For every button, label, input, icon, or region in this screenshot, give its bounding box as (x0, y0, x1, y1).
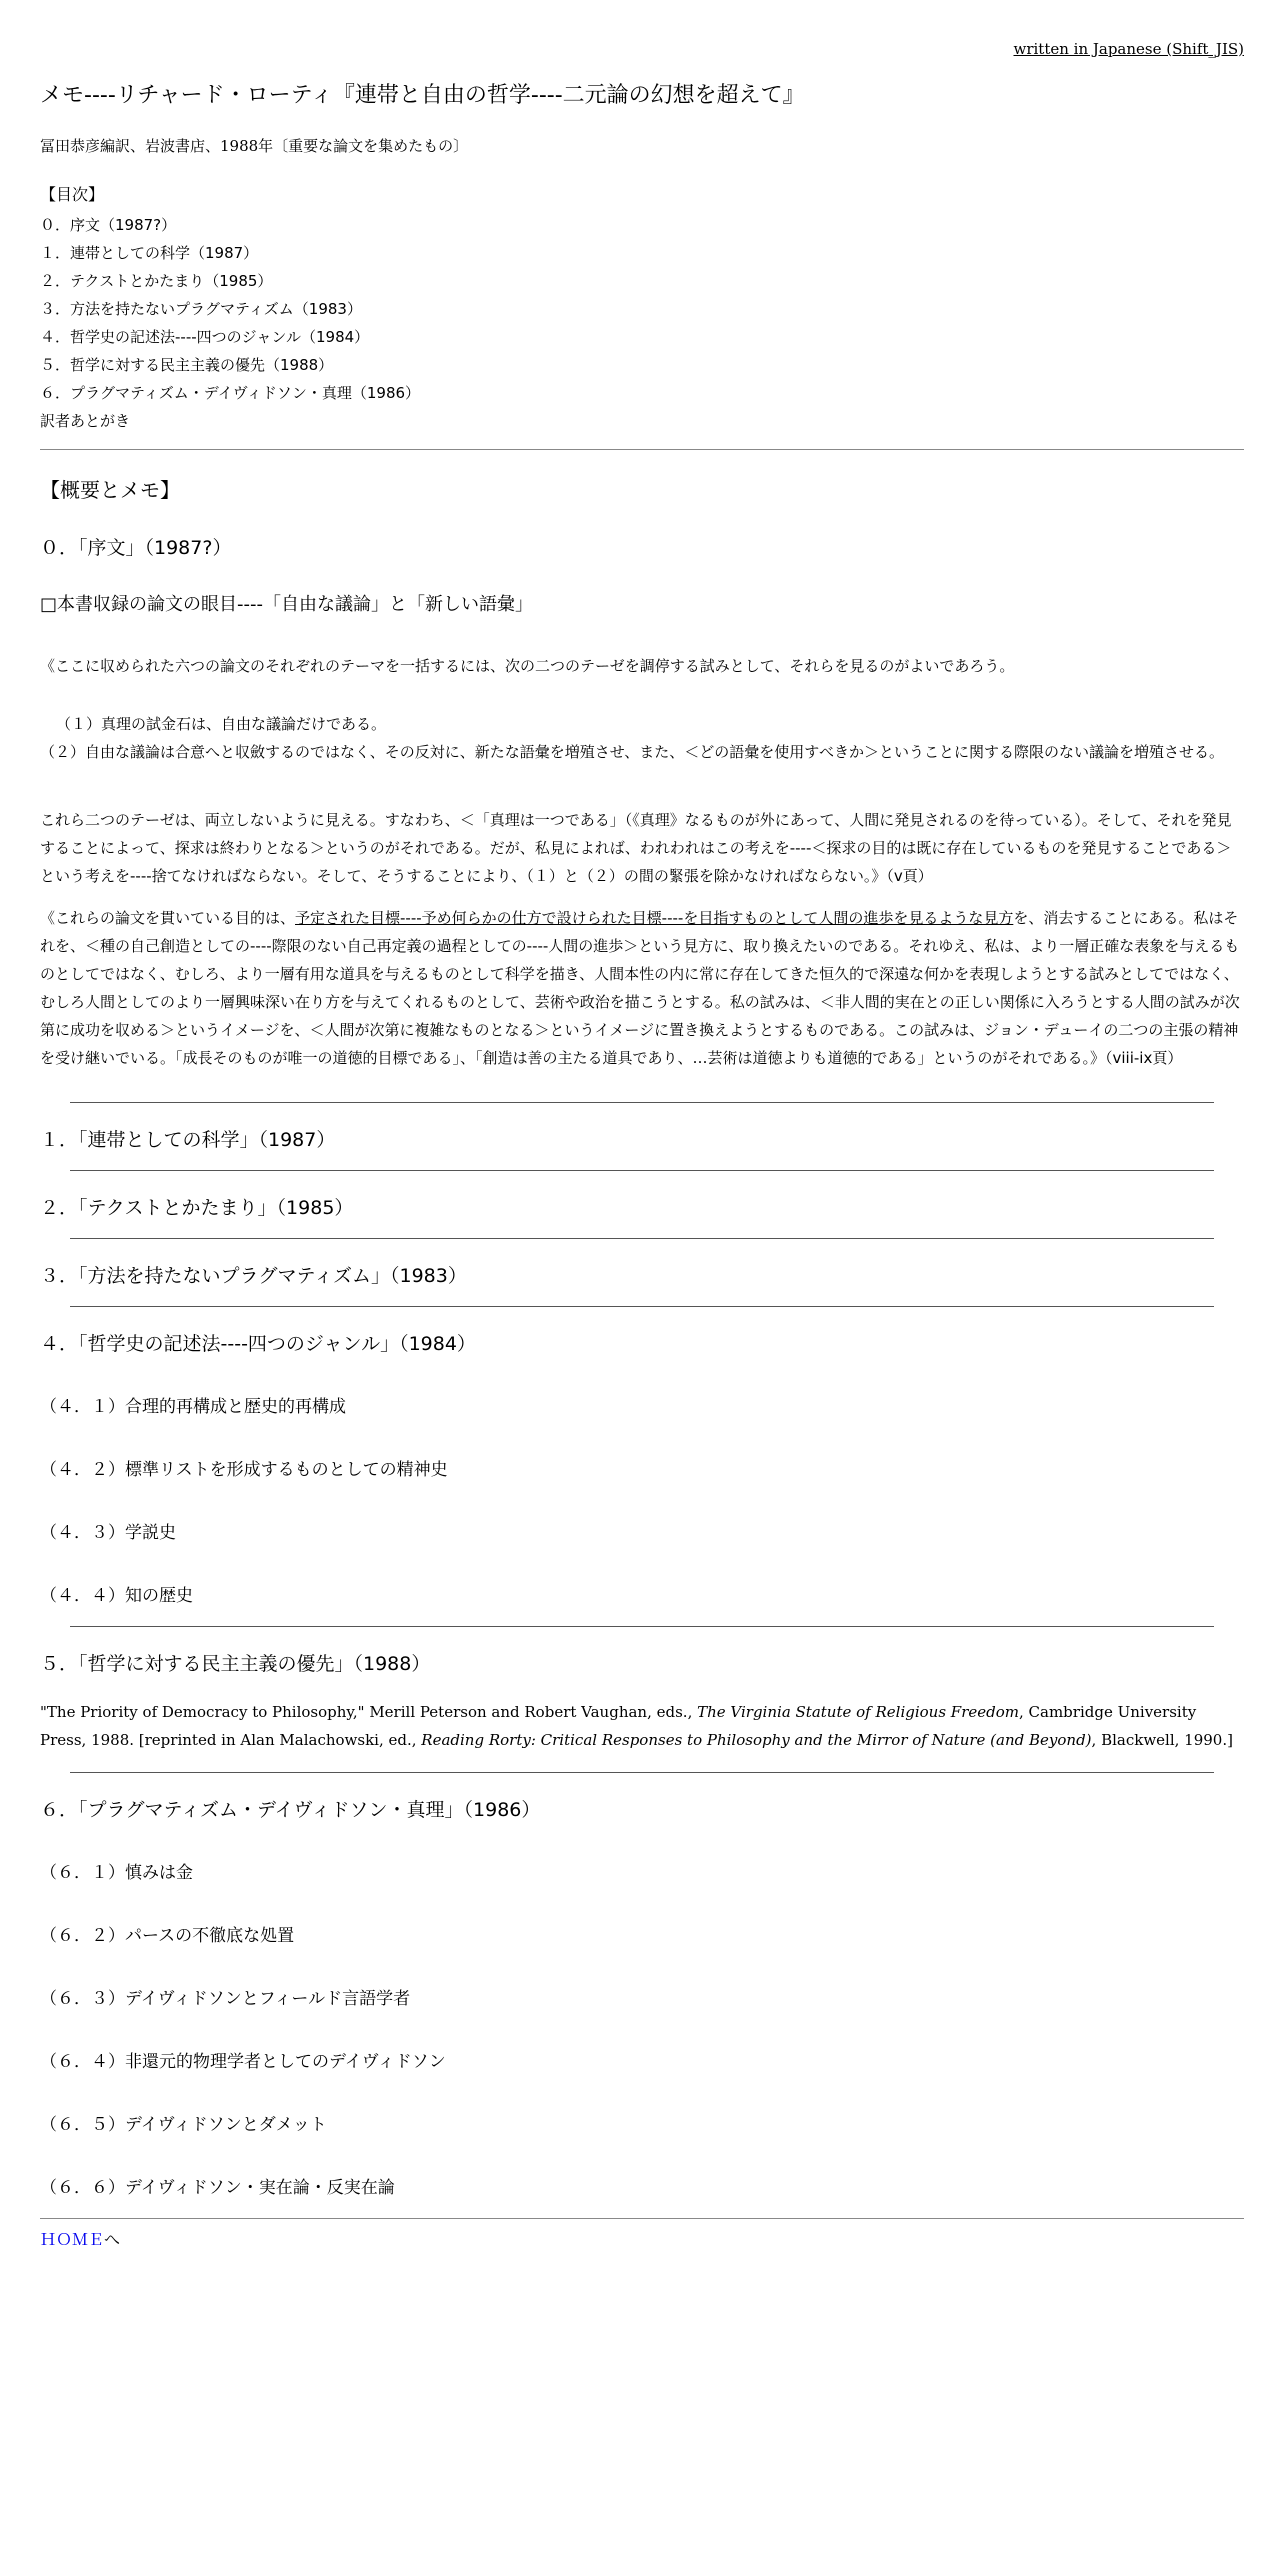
overview-heading: 【概要とメモ】 (40, 478, 180, 502)
quote-paragraph-2: これら二つのテーゼは、両立しないように見える。すなわち、＜「真理は一つである」（《真理》なるものが外にあって、人間に発見されるのを待っている）。そして、それを発見することによって、探求は終わりとなる＞というのがそれである。だが、私見によれば、われわれはこの考えを----＜探求の目的は既に存在しているものを発見することである＞という考えを----捨てなければならない。そして、そうすることにより、（１）と（２）の間の緊張を除かなければならない。》（v頁） (40, 811, 1232, 885)
section-6-3: （６．３）デイヴィドソンとフィールド言語学者 (40, 1989, 411, 2009)
section-4-3: （４．３）学説史 (40, 1523, 176, 1543)
ref-title: The Virginia Statute of Religious Freedom (697, 1703, 1019, 1721)
toc-item: １．連帯としての科学（1987） (40, 244, 259, 262)
section-5-heading: ５．「哲学に対する民主主義の優先」（1988） (40, 1653, 431, 1675)
section-2-heading: ２．「テクストとかたまり」（1985） (40, 1197, 354, 1219)
divider (70, 1306, 1214, 1307)
divider (40, 449, 1244, 450)
divider (70, 1102, 1214, 1103)
section-4-1: （４．１）合理的再構成と歴史的再構成 (40, 1397, 346, 1417)
theses (40, 710, 1244, 766)
toc-item: ６．プラグマティズム・デイヴィドソン・真理（1986） (40, 384, 421, 402)
section-3-heading: ３．「方法を持たないプラグマティズム」（1983） (40, 1265, 467, 1287)
section-6-2: （６．２）パースの不徹底な処置 (40, 1926, 295, 1946)
section-6-1: （６．１）慎みは金 (40, 1863, 193, 1883)
divider (70, 1772, 1214, 1773)
section-0-heading: ０．「序文」（1987?） (40, 537, 232, 559)
ref-part: , Cambridge University Press, 1988. [reprinted in Alan Malachowski, ed., (40, 1703, 1197, 1749)
home-link[interactable]: ＨＯＭＥ (40, 2230, 105, 2249)
quote-3-underlined: 予定された目標----予め何らかの仕方で設けられた目標----を目指すものとして人間の進歩を見るような見方 (295, 909, 1014, 927)
ref-part: , Blackwell, 1990.] (1091, 1731, 1233, 1749)
quote-3-rest: を、消去することにある。私はそれを、＜種の自己創造としての----際限のない自己再定義の過程としての----人間の進歩＞という見方に、取り換えたいのである。それゆえ、私は、より一層正確な表象を与えるものとしてではなく、むしろ、より一層有用な道具を与えるものとして科学を描き、人間本性の内に常に存在してきた恒久的で深遠な何かを表現しようとする試みとしてではなく、むしろ人間としてのより一層興味深い在り方を与えてくれるものとして、芸術や政治を描こうとする。私の試みは、＜非人間的実在との正しい関係に入ろうとする人間の試みが次第に成功を収める＞というイメージを、＜人間が次第に複雑なものとなる＞というイメージに置き換えようとするものである。この試みは、ジョン・デューイの二つの主張の精神を受け継いでいる。「成長そのものが唯一の道徳的目標である」、「創造は善の主たる道具であり、…芸術は道徳よりも道徳的である」というのがそれである。》（viii-ix頁） (40, 909, 1240, 1067)
section-5-reference (40, 1698, 1244, 1754)
quote-3-start: 《これらの論文を貫いている目的は、 (40, 909, 296, 927)
toc-item: ３．方法を持たないプラグマティズム（1983） (40, 300, 362, 318)
divider (70, 1626, 1214, 1627)
section-6-4: （６．４）非還元的物理学者としてのデイヴィドソン (40, 2052, 446, 2072)
home-suffix: へ (104, 2230, 121, 2249)
section-4-4: （４．４）知の歴史 (40, 1586, 193, 1606)
divider (70, 1170, 1214, 1171)
toc-item: ０．序文（1987?） (40, 216, 177, 234)
quote-intro: 《ここに収められた六つの論文のそれぞれのテーマを一括するには、次の二つのテーゼを調停する試みとして、それらを見るのがよいであろう。 (40, 657, 1015, 675)
toc-item: ４．哲学史の記述法----四つのジャンル（1984） (40, 328, 370, 346)
section-1-heading: １．「連帯としての科学」（1987） (40, 1129, 336, 1151)
section-6-6: （６．６）デイヴィドソン・実在論・反実在論 (40, 2178, 395, 2198)
toc-list (40, 211, 1244, 435)
section-0-subheading: □本書収録の論文の眼目----「自由な議論」と「新しい語彙」 (40, 594, 533, 615)
home-nav (40, 2227, 1244, 2250)
ref-title: Reading Rorty: Critical Responses to Philosophy and the Mirror of Nature (and Beyond) (421, 1731, 1092, 1749)
toc-item: ２．テクストとかたまり（1985） (40, 272, 273, 290)
section-6-5: （６．５）デイヴィドソンとダメット (40, 2115, 327, 2135)
toc-item: ５．哲学に対する民主主義の優先（1988） (40, 356, 334, 374)
publication-info: 冨田恭彦編訳、岩波書店、1988年〔重要な論文を集めたもの〕 (40, 137, 469, 155)
divider (70, 1238, 1214, 1239)
thesis-1: （１）真理の試金石は、自由な議論だけである。 (56, 715, 387, 733)
section-4-heading: ４．「哲学史の記述法----四つのジャンル」（1984） (40, 1333, 476, 1355)
thesis-2: （２）自由な議論は合意へと収斂するのではなく、その反対に、新たな語彙を増殖させ、また、＜どの語彙を使用すべきか＞ということに関する際限のない議論を増殖させる。 (40, 743, 1224, 761)
shift-jis-link[interactable]: written in Japanese (Shift_JIS) (1013, 40, 1244, 58)
section-6-heading: ６．「プラグマティズム・デイヴィドソン・真理」（1986） (40, 1799, 541, 1821)
toc-item: 訳者あとがき (40, 412, 131, 430)
divider (40, 2218, 1244, 2219)
page-title: メモ----リチャード・ローティ『連帯と自由の哲学----二元論の幻想を超えて』 (40, 83, 805, 108)
language-note (40, 40, 1244, 58)
toc-heading: 【目次】 (40, 185, 105, 204)
quote-paragraph-3 (40, 904, 1244, 1072)
ref-part: "The Priority of Democracy to Philosophy," Merill Peterson and Robert Vaughan, eds., (40, 1703, 698, 1721)
section-4-2: （４．２）標準リストを形成するものとしての精神史 (40, 1460, 448, 1480)
